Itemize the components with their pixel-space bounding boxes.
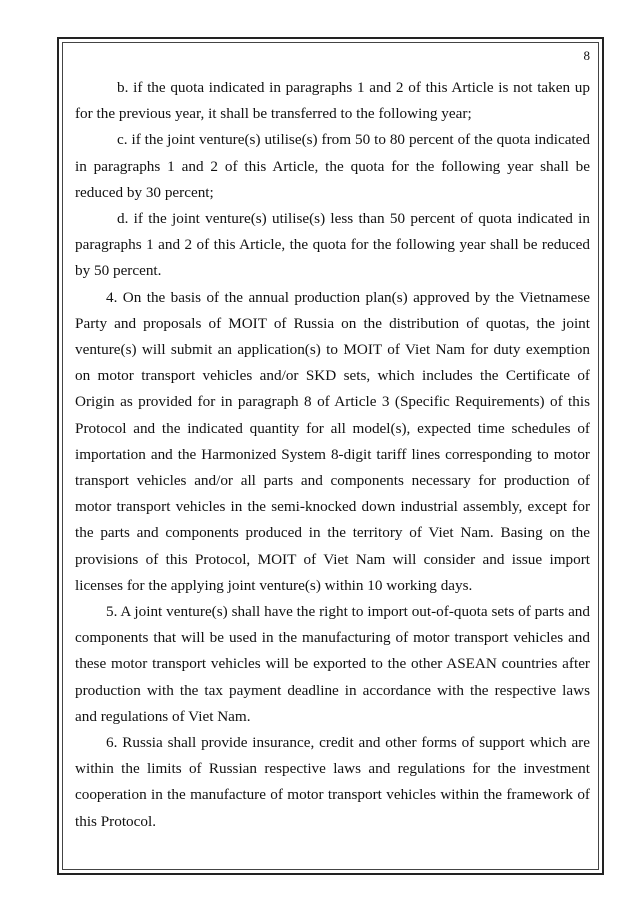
paragraph-b: b. if the quota indicated in paragraphs 1 and 2 of this Article is not taken up for the previous year, it shall be transferred to the following year;	[75, 79, 590, 123]
paragraph-6: 6. Russia shall provide insurance, credit and other forms of support which are within the limits of Russian respective laws and regulations for the investment cooperation in the manufacture of motor transport vehicles within the framework of this Protocol.	[75, 734, 590, 830]
paragraph-5: 5. A joint venture(s) shall have the right to import out-of-quota sets of parts and components that will be used in the manufacturing of motor transport vehicles and these motor transport vehicles will be exported to the other ASEAN countries after production with the tax payment deadline in accordance with the respective laws and regulations of Viet Nam.	[75, 603, 590, 725]
paragraph-d: d. if the joint venture(s) utilise(s) less than 50 percent of quota indicated in paragraphs 1 and 2 of this Article, the quota for the following year shall be reduced by 50 percent.	[75, 210, 590, 280]
page-number: 8	[583, 48, 590, 63]
document-body	[75, 75, 590, 835]
paragraph-c: c. if the joint venture(s) utilise(s) from 50 to 80 percent of the quota indicated in paragraphs 1 and 2 of this Article, the quota for the following year shall be reduced by 30 percent;	[75, 131, 590, 201]
paragraph-4: 4. On the basis of the annual production plan(s) approved by the Vietnamese Party and proposals of MOIT of Russia on the distribution of quotas, the joint venture(s) will submit an application(s) to MOIT of Viet Nam for duty exemption on motor transport vehicles and/or SKD sets, which includes the Certificate of Origin as provided for in paragraph 8 of Article 3 (Specific Requirements) of this Protocol and the indicated quantity for all model(s), expected time schedules of importation and the Harmonized System 8-digit tariff lines corresponding to motor transport vehicles and/or all parts and components necessary for production of motor transport vehicles in the semi-knocked down industrial assembly, except for the parts and components produced in the territory of Viet Nam. Basing on the provisions of this Protocol, MOIT of Viet Nam will consider and issue import licenses for the applying joint venture(s) within 10 working days.	[75, 288, 590, 594]
